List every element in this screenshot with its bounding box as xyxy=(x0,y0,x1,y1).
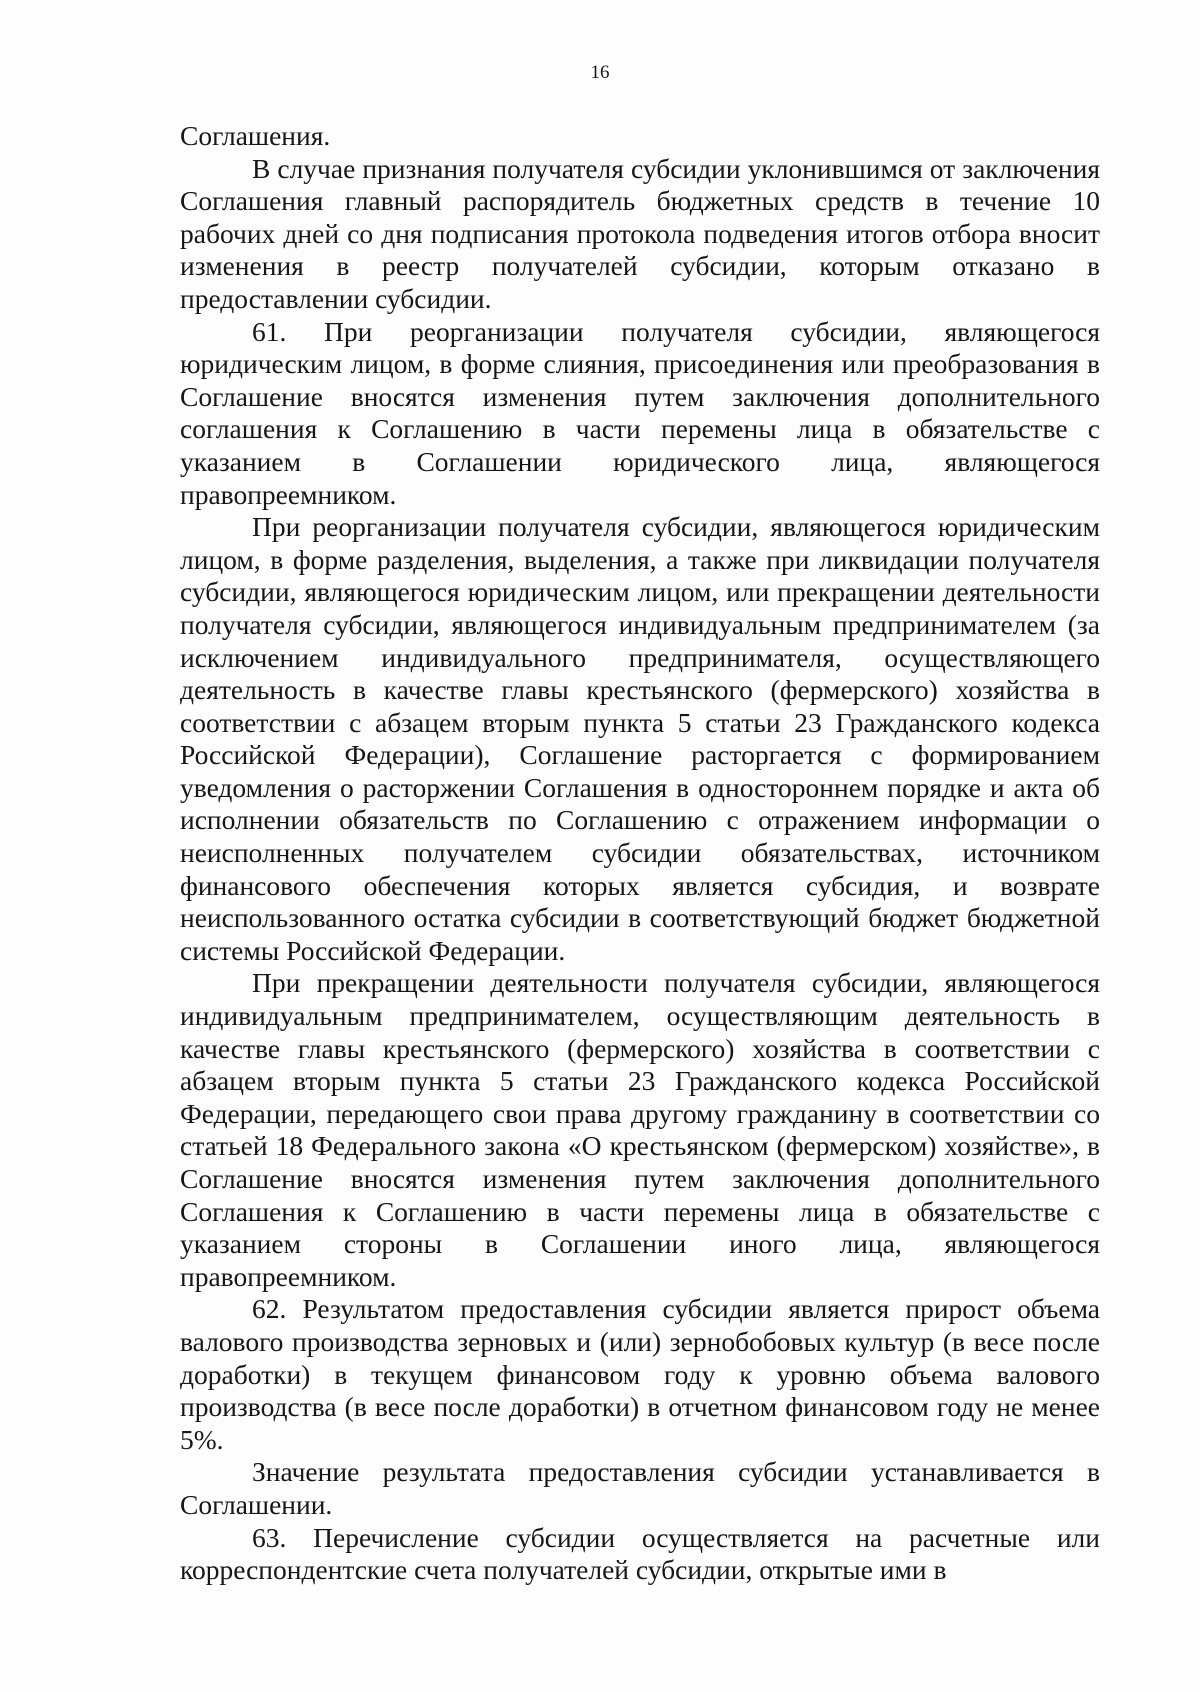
paragraph-clause-62: 62. Результатом предоставления субсидии является прирост объема валового производства зерновых и (или) зернобобовых культур (в весе после доработки) в текущем финансовом году к уровню объема валового производства (в весе после доработки) в отчетном финансовом году не менее 5%. xyxy=(180,1293,1100,1455)
paragraph-clause-63: 63. Перечисление субсидии осуществляется на расчетные или корреспондентские счета получателей субсидии, открытые ими в xyxy=(180,1521,1100,1586)
page-number: 16 xyxy=(590,62,610,83)
paragraph-result-value: Значение результата предоставления субсидии устанавливается в Соглашении. xyxy=(180,1456,1100,1520)
body-text xyxy=(180,120,1100,1587)
paragraph-reorganization-division: При реорганизации получателя субсидии, являющегося юридическим лицом, в форме разделения, выделения, а также при ликвидации получателя субсидии, являющегося юридическим лицом, или прекращении деятельности получателя субсидии, являющегося индивидуальным предпринимателем (за исключением индивидуального предпринимателя, осуществляющего деятельность в качестве главы крестьянского (фермерского) хозяйства в соответствии с абзацем вторым пункта 5 статьи 23 Гражданского кодекса Российской Федерации), Соглашение расторгается с формированием уведомления о расторжении Соглашения в одностороннем порядке и акта об исполнении обязательств по Соглашению с отражением информации о неисполненных получателем субсидии обязательствах, источником финансового обеспечения которых является субсидия, и возврате неиспользованного остатка субсидии в соответствующий бюджет бюджетной системы Российской Федерации. xyxy=(180,511,1100,966)
paragraph-farm-head-termination: При прекращении деятельности получателя субсидии, являющегося индивидуальным предпринимателем, осуществляющим деятельность в качестве главы крестьянского (фермерского) хозяйства в соответствии с абзацем вторым пункта 5 статьи 23 Гражданского кодекса Российской Федерации, передающего свои права другому гражданину в соответствии со статьей 18 Федерального закона «О крестьянском (фермерском) хозяйстве», в Соглашение вносятся изменения путем заключения дополнительного Соглашения к Соглашению в части перемены лица в обязательстве с указанием стороны в Соглашении иного лица, являющегося правопреемником. xyxy=(180,967,1100,1292)
paragraph-continuation: Соглашения. xyxy=(180,120,331,151)
paragraph-evasion-case: В случае признания получателя субсидии уклонившимся от заключения Соглашения главный распорядитель бюджетных средств в течение 10 рабочих дней со дня подписания протокола подведения итогов отбора вносит изменения в реестр получателей субсидии, которым отказано в предоставлении субсидии. xyxy=(180,152,1100,314)
paragraph-clause-61: 61. При реорганизации получателя субсидии, являющегося юридическим лицом, в форме слияния, присоединения или преобразования в Соглашение вносятся изменения путем заключения дополнительного соглашения к Соглашению в части перемены лица в обязательстве с указанием в Соглашении юридического лица, являющегося правопреемником. xyxy=(180,315,1100,510)
